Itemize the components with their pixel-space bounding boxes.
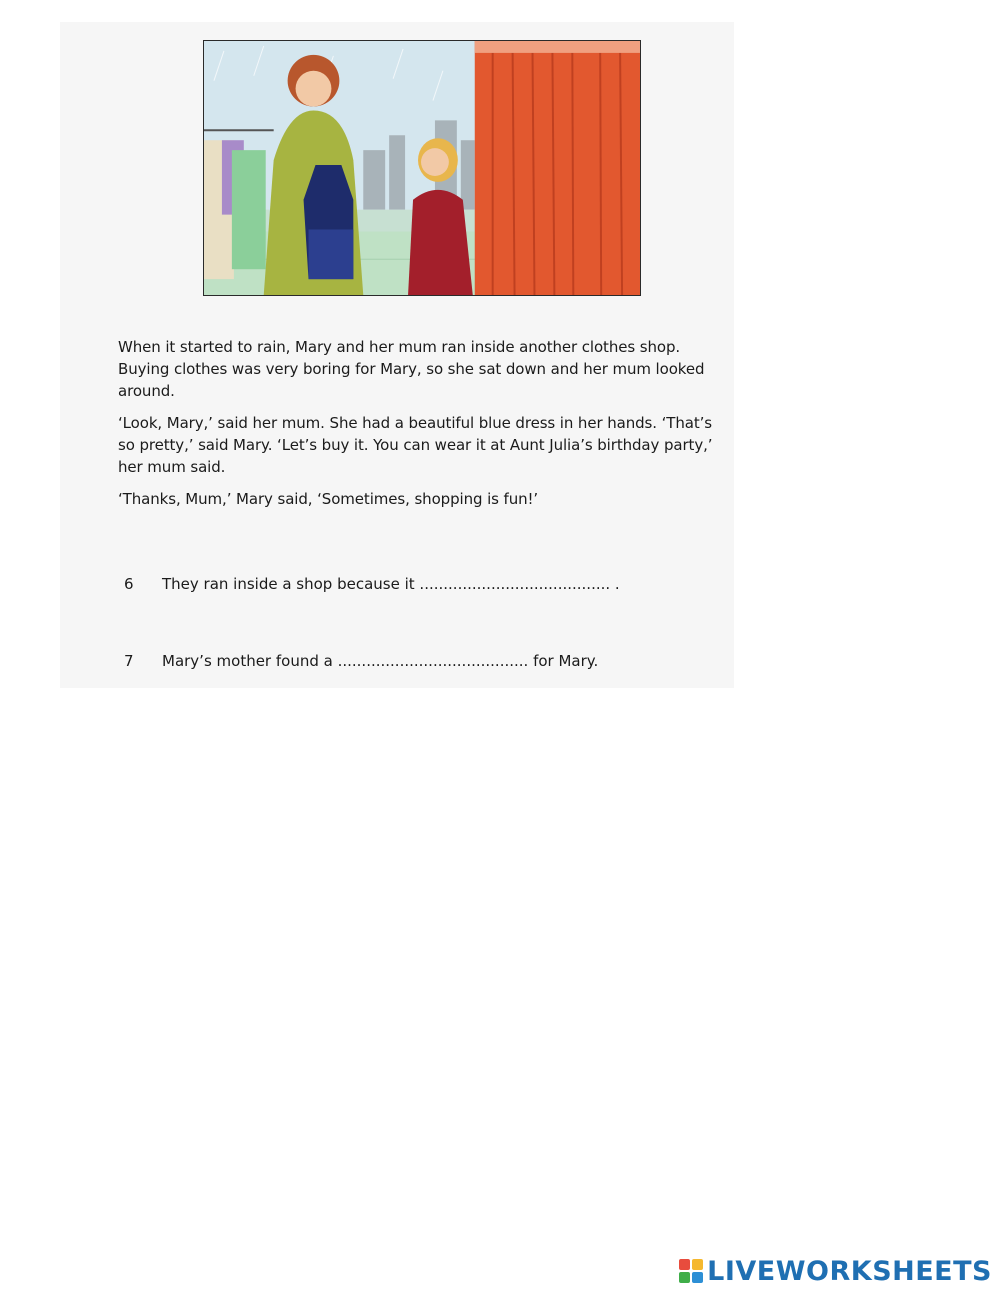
question-text: Mary’s mother found a ........................................ for Mary. [162, 652, 599, 670]
story-paragraph: ‘Thanks, Mum,’ Mary said, ‘Sometimes, shopping is fun!’ [118, 490, 539, 508]
question-text: They ran inside a shop because it ........................................ . [162, 575, 620, 593]
question-7 [124, 650, 598, 672]
question-number: 7 [124, 652, 134, 670]
brand-name: LIVEWORKSHEETS [707, 1255, 992, 1287]
story-paragraph: ‘Look, Mary,’ said her mum. She had a beautiful blue dress in her hands. ‘That’s so pretty,’ said Mary. ‘Let’s buy it. You can wear it at Aunt Julia’s birthday party,’ her mum said. [118, 414, 713, 476]
story-paragraph: When it started to rain, Mary and her mum ran inside another clothes shop. Buying clothes was very boring for Mary, so she sat down and her mum looked around. [118, 338, 705, 400]
story-text [118, 336, 728, 520]
story-illustration [203, 40, 641, 296]
logo-icon [679, 1259, 703, 1283]
question-number: 6 [124, 575, 134, 593]
liveworksheets-logo [679, 1254, 992, 1288]
question-6 [124, 573, 620, 595]
